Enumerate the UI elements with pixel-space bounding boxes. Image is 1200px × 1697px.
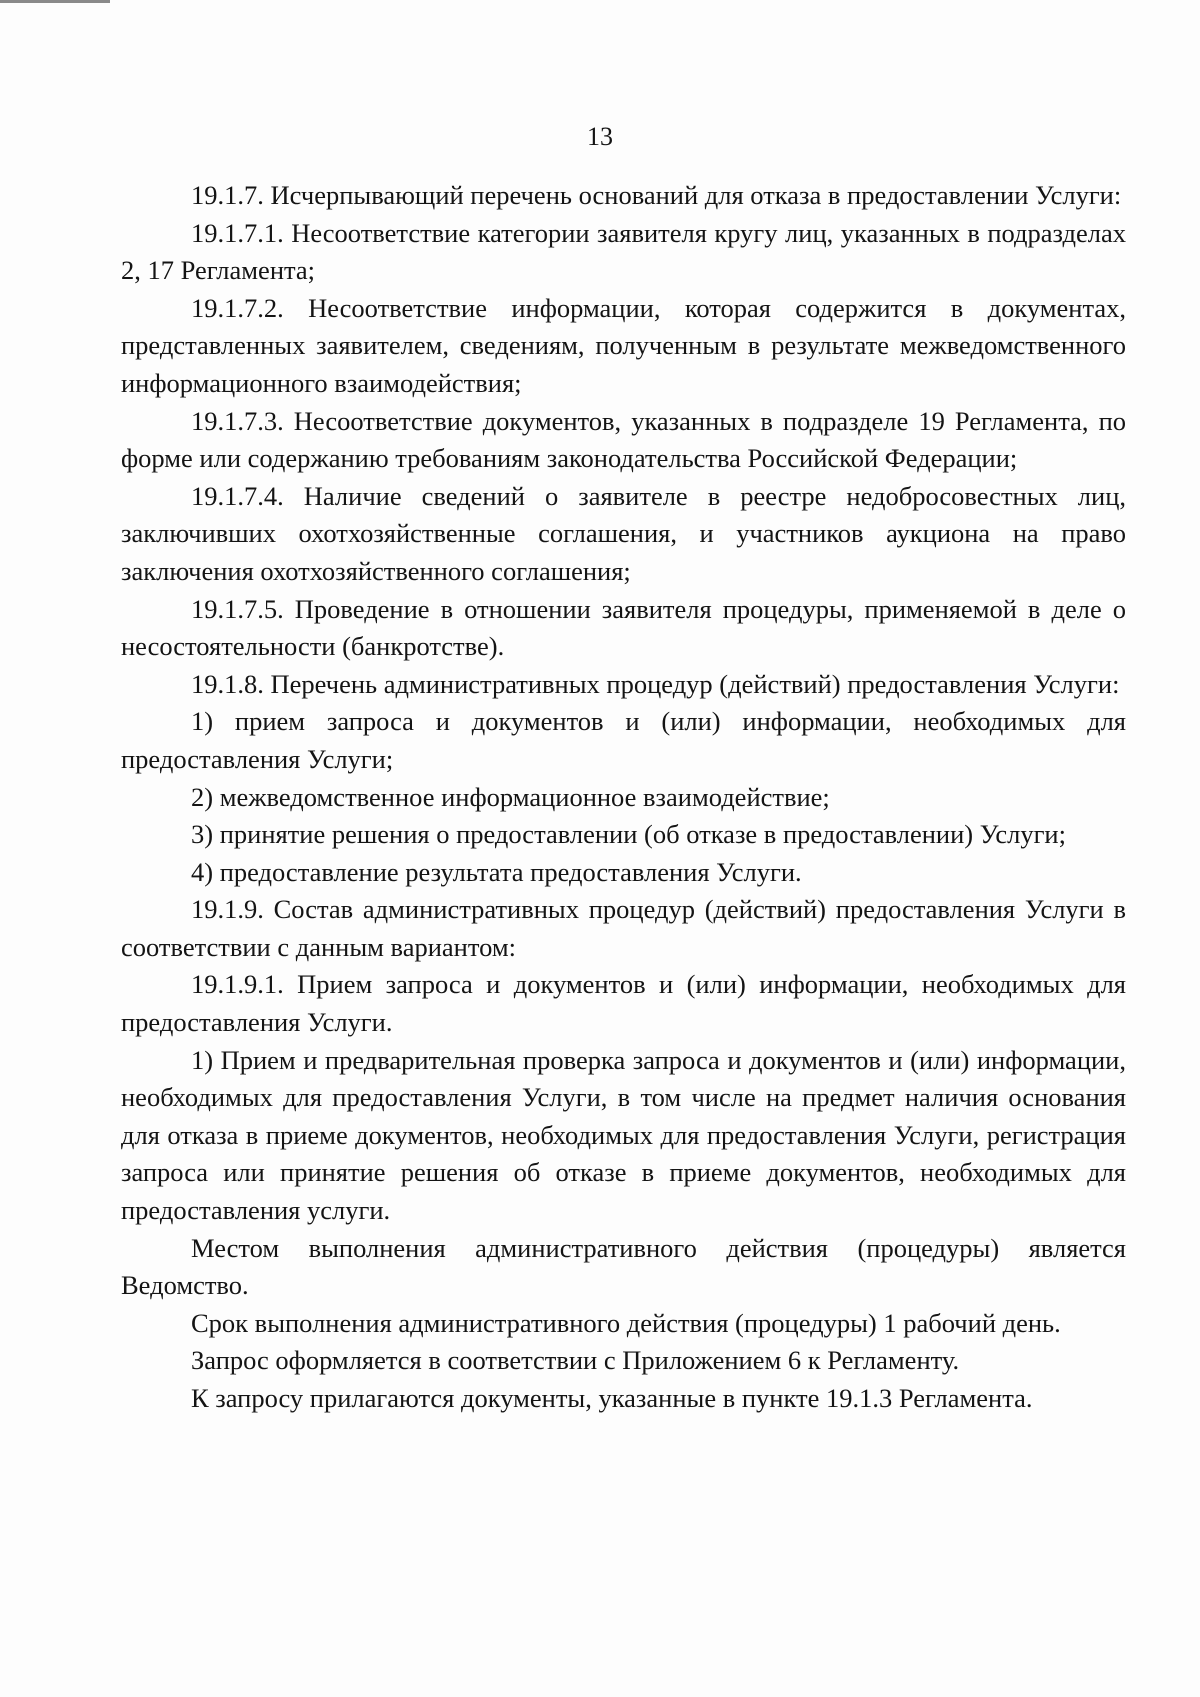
list-item-1: 1) прием запроса и документов и (или) информации, необходимых для предоставления Услуги; xyxy=(121,706,1126,774)
list-item-4: 4) предоставление результата предоставления Услуги. xyxy=(191,856,802,887)
document-body xyxy=(121,177,1126,1418)
paragraph-request-form: Запрос оформляется в соответствии с Приложением 6 к Регламенту. xyxy=(191,1345,960,1376)
paragraph-19-1-9-1: 19.1.9.1. Прием запроса и документов и (или) информации, необходимых для предоставления Услуги. xyxy=(121,969,1126,1038)
paragraph-19-1-7-3: 19.1.7.3. Несоответствие документов, указанных в подразделе 19 Регламента, по форме или содержанию требованиям законодательства Российской Федерации; xyxy=(121,405,1126,474)
paragraph-attachments: К запросу прилагаются документы, указанные в пункте 19.1.3 Регламента. xyxy=(191,1383,1033,1413)
paragraph-19-1-7: 19.1.7. Исчерпывающий перечень оснований для отказа в предоставлении Услуги: xyxy=(191,180,1122,210)
paragraph-19-1-8: 19.1.8. Перечень административных процедур (действий) предоставления Услуги: xyxy=(191,668,1120,699)
paragraph-19-1-7-5: 19.1.7.5. Проведение в отношении заявителя процедуры, применяемой в деле о несостоятельности (банкротстве). xyxy=(121,593,1126,662)
paragraph-19-1-7-1: 19.1.7.1. Несоответствие категории заявителя кругу лиц, указанных в подразделах 2, 17 Регламента; xyxy=(121,217,1126,286)
list-item-2: 2) межведомственное информационное взаимодействие; xyxy=(191,781,830,812)
list-item-3: 3) принятие решения о предоставлении (об отказе в предоставлении) Услуги; xyxy=(191,819,1066,850)
scan-edge-mark xyxy=(0,0,110,3)
paragraph-19-1-7-2: 19.1.7.2. Несоответствие информации, которая содержится в документах, представленных заявителем, сведениям, полученным в результате межведомственного информационного взаимодействия; xyxy=(121,292,1126,398)
paragraph-place: Местом выполнения административного действия (процедуры) является Ведомство. xyxy=(121,1232,1126,1301)
paragraph-term: Срок выполнения административного действия (процедуры) 1 рабочий день. xyxy=(191,1307,1061,1338)
paragraph-19-1-7-4: 19.1.7.4. Наличие сведений о заявителе в реестре недобросовестных лиц, заключивших охотхозяйственные соглашения, и участников аукциона на право заключения охотхозяйственного соглашения; xyxy=(121,480,1126,586)
sub-item-1: 1) Прием и предварительная проверка запроса и документов и (или) информации, необходимых для предоставления Услуги, в том числе на предмет наличия основания для отказа в приеме документов, необходимых для предоставления Услуги, регистрация запроса или принятие решения об отказе в приеме документов, необходимых для предоставления услуги. xyxy=(121,1044,1126,1226)
page-number: 13 xyxy=(587,122,613,151)
paragraph-19-1-9: 19.1.9. Состав административных процедур (действий) предоставления Услуги в соответствии с данным вариантом: xyxy=(121,894,1126,962)
